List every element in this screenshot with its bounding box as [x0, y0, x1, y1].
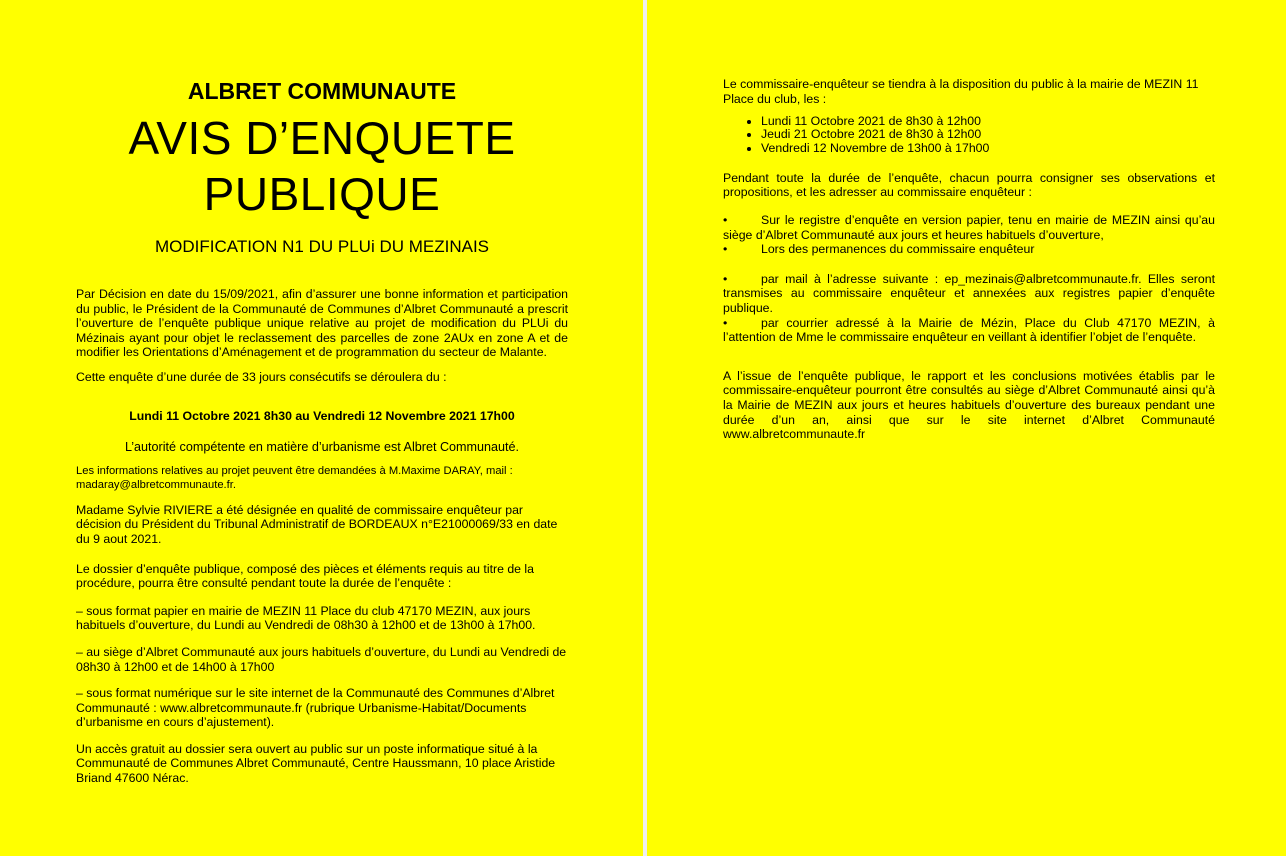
- commissioner-availability: Le commissaire-enquêteur se tiendra à la disposition du public à la mairie de MEZIN 11 Place du club, les :: [723, 77, 1199, 106]
- notice-title: [76, 110, 568, 222]
- permanences-text: Lors des permanences du commissaire enquêteur: [761, 242, 1035, 257]
- notice-subtitle: MODIFICATION N1 DU PLUi DU MEZINAIS: [154, 237, 490, 256]
- headquarters-item: – au siège d’Albret Communauté aux jours habituels d’ouverture, du Lundi au Vendredi de 08h30 à 12h00 et de 14h00 à 17h00: [76, 644, 567, 674]
- list-item: • Lundi 11 Octobre 2021 de 8h30 à 12h00: [761, 115, 1215, 128]
- notice-title-line1: AVIS D’ENQUETE: [128, 112, 516, 164]
- bullet-mark: •: [723, 212, 728, 227]
- bullet-mark: •: [723, 242, 728, 257]
- mail-text: par mail à l’adresse suivante : ep_mezinais@albretcommunaute.fr. Elles seront transmises au commissaire enquêteur et annexées aux registres papier d’enquête publique.: [723, 271, 1215, 315]
- organization-heading: ALBRET COMMUNAUTE: [187, 78, 457, 104]
- file-consultation: Le dossier d’enquête publique, composé des pièces et éléments requis au titre de la procédure, pourra être consulté pendant toute la durée de l’enquête :: [76, 561, 535, 591]
- list-item: • Jeudi 21 Octobre 2021 de 8h30 à 12h00: [761, 128, 1215, 141]
- duration-paragraph: Cette enquête d’une durée de 33 jours consécutifs se déroulera du :: [76, 369, 447, 384]
- permanence-list: [723, 115, 1215, 155]
- mail-post-text: par courrier adressé à la Mairie de Mézin, Place du Club 47170 MEZIN, à l’attention de Mme le commissaire enquêteur en veillant à identifier l’objet de l’enquête.: [723, 315, 1215, 345]
- free-access-paragraph: Un accès gratuit au dossier sera ouvert au public sur un poste informatique situé à la Communauté de Communes Albret Communauté, Centre Haussmann, 10 place Aristide Briand 47600 Nérac.: [76, 741, 556, 786]
- report-conclusions-paragraph: A l’issue de l’enquête publique, le rapport et les conclusions motivées établis par le commissaire-enquêteur pourront être consultés au siège d’Albret Communauté ainsi qu’à la Mairie de MEZIN aux jours et heures habituels d’ouverture des bureaux pendant une durée d’un an, ainsi que sur le site internet d’Albret Communauté www.albretcommunaute.fr: [723, 368, 1215, 442]
- notice-title-line2: PUBLIQUE: [203, 168, 441, 220]
- digital-format-item: – sous format numérique sur le site internet de la Communauté des Communes d’Albret Communauté : www.albretcommunaute.fr (rubrique Urbanisme-Habitat/Documents d’urbanisme en cours d’ajustement).: [76, 686, 555, 730]
- competent-authority: L’autorité compétente en matière d’urbanisme est Albret Communauté.: [124, 440, 520, 455]
- observations-paragraph: Pendant toute la durée de l’enquête, chacun pourra consigner ses observations et propositions, et les adresser au commissaire enquêteur :: [723, 170, 1215, 200]
- list-item: • Vendredi 12 Novembre de 13h00 à 17h00: [761, 142, 1215, 155]
- register-text: Sur le registre d’enquête en version papier, tenu en mairie de MEZIN ainsi qu’au siège d’Albret Communauté aux jours et heures habituels d’ouverture,: [723, 212, 1215, 242]
- commissioner-designation: Madame Sylvie RIVIERE a été désignée en qualité de commissaire enquêteur par décision du Président du Tribunal Administratif de BORDEAUX n°E21000069/33 en date du 9 aout 2021.: [76, 502, 558, 546]
- decision-paragraph: Par Décision en date du 15/09/2021, afin d’assurer une bonne information et participation du public, le Président de la Communauté de Communes d’Albret Communauté a prescrit l’ouverture de l’enquête publique unique relative au projet de modification du PLUi du Mézinais ayant pour objet le reclassement des parcelles de zone 2AUx en zone A et de modifier les Orientations d’Aménagement et de programmation du secteur de Malante.: [76, 287, 568, 360]
- information-contact: Les informations relatives au projet peuvent être demandées à M.Maxime DARAY, mail : madaray@albretcommunaute.fr.: [76, 464, 513, 491]
- permanences-item: [723, 242, 1215, 257]
- inquiry-dates: Lundi 11 Octobre 2021 8h30 au Vendredi 12 Novembre 2021 17h00: [129, 408, 515, 423]
- bullet-mark: •: [723, 271, 728, 286]
- paper-format-item: – sous format papier en mairie de MEZIN 11 Place du club 47170 MEZIN, aux jours habituels d’ouverture, du Lundi au Vendredi de 08h30 à 12h00 et de 13h00 à 17h00.: [76, 603, 536, 633]
- right-page: [647, 0, 1286, 856]
- bullet-mark: •: [723, 315, 728, 330]
